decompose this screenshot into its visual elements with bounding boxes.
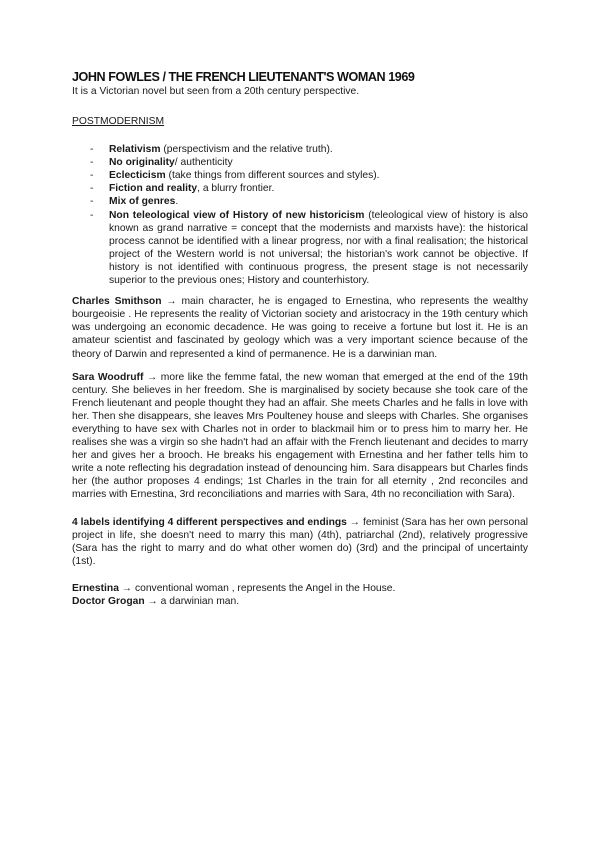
bullet-term: Eclecticism (109, 170, 166, 182)
list-item (72, 195, 528, 208)
bullet-text: (take things from different sources and styles). (165, 170, 380, 182)
paragraph-text: → more like the femme fatal, the new woman that emerged at the end of the 19th century. She believes in her freedom. She is marginalised by society because she took care of the French lieutenant and people thought they had an affair. She meets Charles and he falls in love with her. Then she disappears, she leaves Mrs Poulteney house and sleeps with Charles. She organises everything to have sex with Charles not in order to blackmail him or to press him to marry her. He realises she was a virgin so she hadn't had an affair with the French lieutenant and decides to marry her and gives her a brooch. He breaks his engagement with Ernestina and her father tells him to write a note reflecting his degradation instead of denouncing him. Sara disappears but Charles finds her (the author proposes 4 endings; 1st Charles in the train for all eternity , 2nd reconciles and marries with Ernestina, 3rd reconciliations and marries with Sara, 4th no reconciliation with Sara). (72, 371, 528, 501)
bullet-dash: - (90, 209, 94, 221)
doctor-grogan-text: → a darwinian man. (144, 596, 240, 607)
list-item (72, 182, 528, 195)
bullet-term: Mix of genres (109, 196, 176, 208)
bullet-text: . (175, 196, 179, 208)
bullet-dash: - (90, 196, 94, 208)
bullet-term: Fiction and reality (109, 183, 198, 195)
bullet-text: (perspectivism and the relative truth). (160, 144, 333, 156)
postmodernism-list (72, 143, 528, 287)
list-item (72, 156, 528, 169)
bullet-text: (teleological view of history is also known as grand narrative = concept that the modernists and marxists have): the historical process cannot be identified with a linear progress, nor with a final realisation; the historical project of the Western world is not universal; the historian's work cannot be objective. If history is not identified with continuous progress, the present stage is not necessarily superior to the previous ones; History and counterhistory. (109, 209, 529, 287)
list-item (72, 143, 528, 156)
paragraph-text: → main character, he is engaged to Ernestina, who represents the wealthy bourgeoisie . He represents the reality of Victorian society and aristocracy in the 19th century which was undergoing an economic decadence. He was going to receive a fortune but lost it. He is an amateur scientist and fascinated by geology which was a very important science because of the theory of Darwin and represented a kind of permanence. He is a darwinian man. (72, 296, 528, 360)
ernestina-term: Ernestina (72, 582, 119, 594)
paragraph-four-labels (72, 516, 528, 568)
paragraph-text: → feminist (Sara has her own personal project in life, she doesn't need to marry this man) (4th), patriarchal (2nd), relatively progressive (Sara has the right to marry and do what other women do) (3rd) and the principal of uncertainty (1st). (72, 516, 528, 567)
bullet-dash: - (90, 144, 94, 156)
bullet-dash: - (90, 170, 94, 182)
intro-text: It is a Victorian novel but seen from a 20th century perspective. (72, 86, 360, 97)
paragraph-final-lines (72, 582, 528, 608)
list-item (72, 169, 528, 182)
bullet-term: Relativism (109, 144, 161, 156)
doctor-grogan-term: Doctor Grogan (72, 596, 145, 607)
paragraph-sara-woodruff (72, 371, 528, 502)
document-title: JOHN FOWLES / THE FRENCH LIEUTENANT'S WOMAN 1969 (72, 70, 415, 84)
bullet-term: No originality (109, 157, 175, 169)
paragraph-term: Sara Woodruff (72, 371, 144, 383)
bullet-text: , a blurry frontier. (197, 183, 275, 195)
section-heading-postmodernism: POSTMODERNISM (72, 116, 165, 128)
bullet-text: / authenticity (174, 157, 233, 169)
paragraph-term: Charles Smithson (72, 296, 162, 308)
paragraph-charles-smithson (72, 295, 528, 360)
document-body (72, 70, 528, 608)
ernestina-text: → conventional woman , represents the Angel in the House. (118, 582, 396, 594)
list-item (72, 209, 528, 288)
bullet-dash: - (90, 157, 94, 169)
paragraph-term: 4 labels identifying 4 different perspectives and endings (72, 516, 347, 528)
bullet-term: Non teleological view of History of new historicism (109, 209, 365, 221)
bullet-dash: - (90, 183, 94, 195)
